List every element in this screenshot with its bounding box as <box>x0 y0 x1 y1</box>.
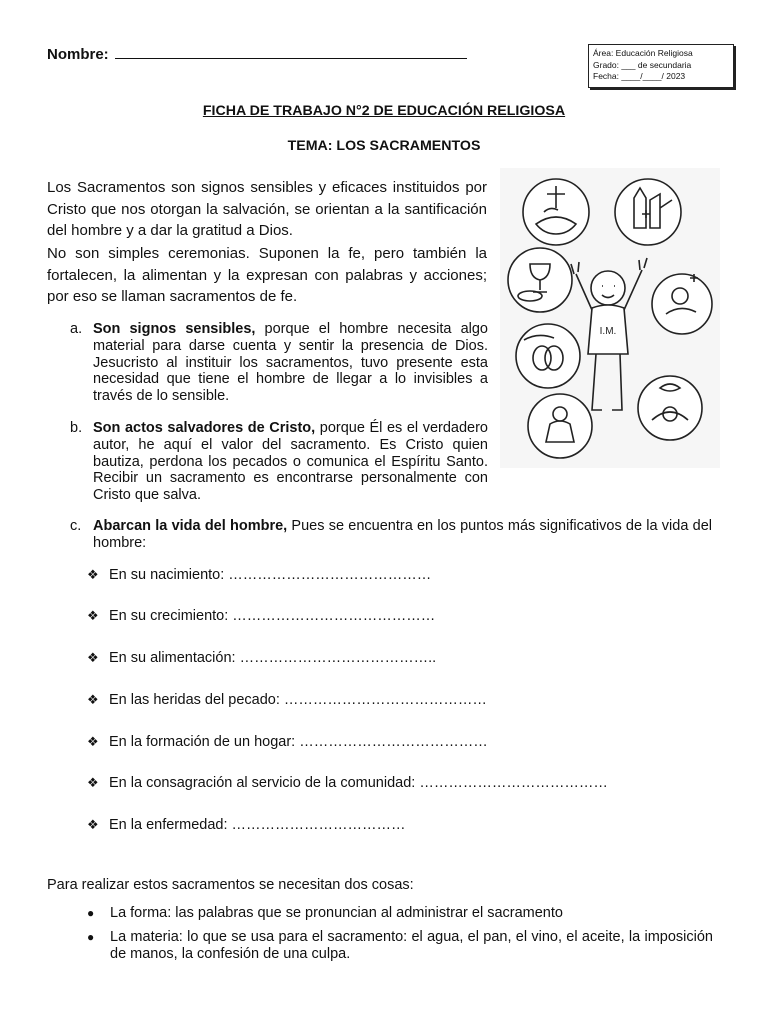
name-label: Nombre: <box>47 46 109 63</box>
list-item-heading: Son signos sensibles, <box>93 321 256 337</box>
eucharist-icon <box>508 248 572 312</box>
holy-orders-icon <box>528 394 592 458</box>
list-item-c <box>70 518 712 552</box>
info-fecha: Fecha: ____/____/ 2023 <box>593 71 686 81</box>
worksheet-title: FICHA DE TRABAJO N°2 DE EDUCACIÓN RELIGIOSA <box>202 103 566 119</box>
bullet-dot-icon: ● <box>87 930 95 944</box>
list-letter: c. <box>70 518 82 534</box>
list-item-heading: Son actos salvadores de Cristo, <box>93 420 316 436</box>
list-item-heading: Abarcan la vida del hombre, <box>93 518 288 534</box>
info-grado: Grado: ___ de secundaria <box>593 59 692 70</box>
diamond-bullet-icon: ❖ <box>87 734 99 749</box>
list-item-text: porque Él es el verdadero autor, he aquí el valor del sacramento. Es Cristo quien bautiza, perdona los pecados o comunica el Espíritu Santo. Recibir un sacramento es encontrarse personalmente con Cristo que salva. <box>93 420 488 504</box>
life-point-item <box>87 650 436 666</box>
list-item-a <box>70 321 488 405</box>
life-point-text: En su crecimiento: …………………………………… <box>109 608 436 624</box>
info-area: Área: Educación Religiosa <box>593 48 693 58</box>
name-field <box>47 44 467 63</box>
intro-paragraph-2: No son simples ceremonias. Suponen la fe, pero también la fortalecen, la alimentan y la expresan con palabras y acciones; por eso se llaman sacramentos de fe. <box>47 245 487 305</box>
life-point-text: En las heridas del pecado: …………………………………… <box>109 692 487 708</box>
list-item-text: Pues se encuentra en los puntos más significativos de la vida del hombre: <box>93 518 712 551</box>
confirmation-icon <box>615 179 681 245</box>
shirt-text: I.M. <box>599 326 617 337</box>
requirements-intro: Para realizar estos sacramentos se necesitan dos cosas: <box>47 877 414 893</box>
life-point-item <box>87 567 431 583</box>
life-point-item <box>87 734 488 750</box>
life-point-item <box>87 817 406 833</box>
intro-paragraph-1: Los Sacramentos son signos sensibles y eficaces instituidos por Cristo que nos otorgan la salvación, se orientan a la santificación del hombre y a dar la gratitud a Dios. <box>47 179 487 239</box>
baptism-icon <box>523 179 589 245</box>
requirement-item <box>87 905 713 922</box>
requirement-text: La materia: lo que se usa para el sacramento: el agua, el pan, el vino, el aceite, la imposición de manos, la confesión de una culpa. <box>110 929 713 962</box>
life-point-text: En la formación de un hogar: ………………………………… <box>109 734 488 750</box>
matrimony-icon <box>516 324 580 388</box>
diamond-bullet-icon: ❖ <box>87 775 99 790</box>
list-item-text: porque el hombre necesita algo material para darse cuenta y sentir la presencia de Dios. Jesucristo al instituir los sacramentos, tuvo presente esta necesidad que tiene el hombre de llegar a lo invisibles a través de lo sensible. <box>93 321 488 405</box>
list-letter: b. <box>70 420 83 436</box>
requirement-item <box>87 929 713 963</box>
topic-heading: TEMA: LOS SACRAMENTOS <box>287 138 481 154</box>
life-point-item <box>87 608 435 624</box>
bullet-dot-icon: ● <box>87 906 95 920</box>
penance-icon <box>652 274 712 334</box>
name-blank-line[interactable] <box>115 44 467 59</box>
life-point-item <box>87 692 487 708</box>
diamond-bullet-icon: ❖ <box>87 650 99 665</box>
list-letter: a. <box>70 321 83 337</box>
diamond-bullet-icon: ❖ <box>87 692 99 707</box>
diamond-bullet-icon: ❖ <box>87 608 99 623</box>
life-point-text: En su alimentación: ………………………………….. <box>109 650 437 666</box>
diamond-bullet-icon: ❖ <box>87 817 99 832</box>
life-point-text: En la consagración al servicio de la comunidad: ………………………………… <box>109 775 608 791</box>
life-point-item <box>87 775 608 791</box>
info-box <box>588 44 734 88</box>
anointing-icon <box>638 376 702 440</box>
sacraments-illustration <box>500 168 720 468</box>
list-item-b <box>70 420 488 504</box>
diamond-bullet-icon: ❖ <box>87 567 99 582</box>
life-point-text: En la enfermedad: ……………………………… <box>109 817 406 833</box>
life-point-text: En su nacimiento: …………………………………… <box>109 567 432 583</box>
requirement-text: La forma: las palabras que se pronuncian al administrar el sacramento <box>110 905 563 921</box>
